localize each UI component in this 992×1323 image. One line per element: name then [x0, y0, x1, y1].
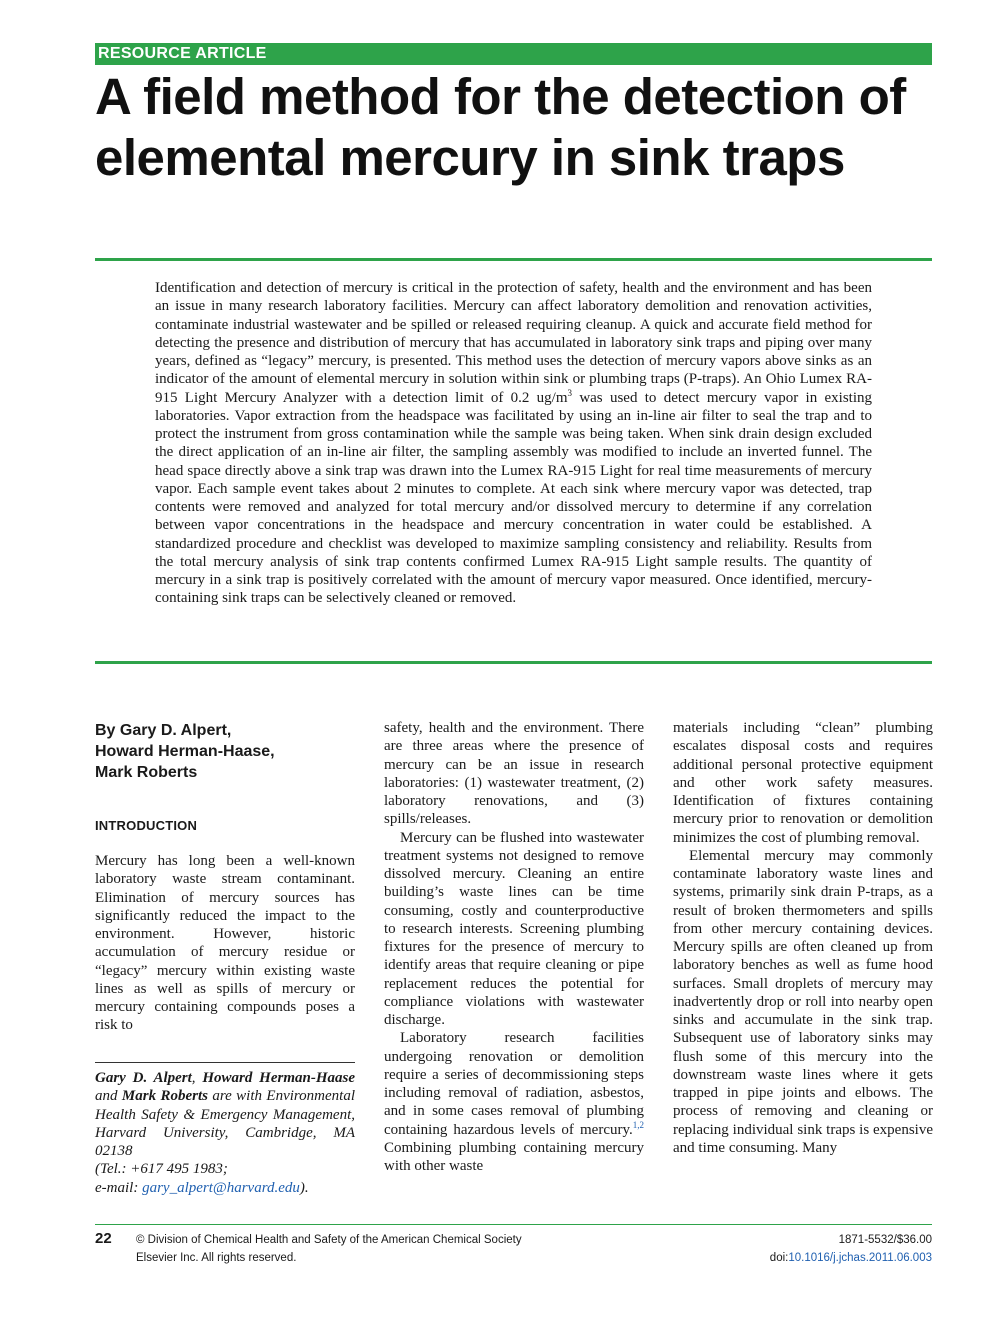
page-number: 22 [95, 1230, 112, 1247]
footnote-separator: and [95, 1088, 122, 1105]
footnote-author-2: Howard Herman-Haase [202, 1070, 355, 1086]
footnote-author-3: Mark Roberts [121, 1088, 208, 1105]
copyright-line-2: Elsevier Inc. All rights reserved. [136, 1252, 297, 1264]
copyright-line-1: © Division of Chemical Health and Safety of the American Chemical Society [136, 1234, 522, 1246]
abstract-bottom-rule [95, 661, 932, 664]
paragraph [384, 1029, 644, 1175]
body-column-2 [384, 719, 644, 1175]
footnote-email-end: ). [299, 1179, 309, 1196]
footnote-affiliation: are with Environmental Health Safety & Emergency Management, Harvard University, Cambridge, MA 02138 [95, 1088, 356, 1159]
footnote-email-label: e-mail: [95, 1179, 143, 1196]
paragraph-text: Combining plumbing containing mercury with other waste [384, 1139, 644, 1174]
paragraph: safety, health and the environment. There are three areas where the presence of mercury can be an issue in research laboratories: (1) wastewater treatment, (2) laboratory renovations, and (3) spills/releases. [384, 720, 644, 828]
abstract-superscript: 3 [567, 387, 573, 398]
abstract [155, 279, 872, 608]
reference-citation-link[interactable]: 1,2 [632, 1119, 644, 1130]
author-line-3: Mark Roberts [95, 764, 198, 781]
abstract-text-part2: was used to detect mercury vapor in existing laboratories. Vapor extraction from the headspace was facilitated by using an in-line air filter to seal the trap and to protect the instrument from gross contamination while the sample was being taken. When sink drain design excluded the direct application of an in-line air filter, the sampling assembly was modified to include an inverted funnel. The head space directly above a sink trap was drawn into the Lumex RA-915 Light for real time measurements of mercury vapor. Each sample event takes about 2 minutes to complete. At each sink where mercury vapor was detected, trap contents were removed and analyzed for total mercury and/or dissolved mercury to determine if any correlation between vapor concentrations in the headspace and mercury concentration in water could be established. A standardized procedure and checklist was developed to maximize sampling consistency and reliability. Results from the total mercury analysis of sink trap contents confirmed Lumex RA-915 Light sample results. The quantity of mercury in a sink trap is positively correlated with the amount of mercury vapor measured. Once identified, mercury-containing sink traps can be selectively cleaned or removed. [155, 389, 873, 607]
doi-link[interactable]: 10.1016/j.jchas.2011.06.003 [788, 1252, 932, 1264]
issn-price: 1871-5532/$36.00 [838, 1234, 932, 1246]
footnote-author-1: Gary D. Alpert [95, 1070, 192, 1086]
footnote-telephone: (Tel.: +617 495 1983; [95, 1161, 228, 1178]
paragraph: Elemental mercury may commonly contaminate laboratory waste lines and systems, primarily sink drain P-traps, as a result of broken thermometers and spills from other mercury containing devices. Mercury spills are often cleaned up from laboratory benches as well as fume hood surfaces. Small droplets of mercury may inadvertently drop or roll into nearby open sinks and accumulate in the sink trap. Subsequent use of laboratory sinks may flush some of this mercury into the downstream waste lines where it gets trapped in pipe joints and elbows. The process of removing and cleaning or replacing individual sink traps is expensive and time consuming. Many [673, 847, 933, 1156]
section-heading-introduction: INTRODUCTION [95, 818, 198, 833]
body-column-3 [673, 719, 933, 1157]
paragraph: Mercury has long been a well-known laboratory waste stream contaminant. Elimination of mercury sources has significantly reduced the impact to the environment. However, historic accumulation of mercury residue or “legacy” mercury within existing waste lines as well as spills of mercury or mercury containing compounds poses a risk to [95, 853, 355, 1034]
paragraph-text: Laboratory research facilities undergoing renovation or demolition require a series of decommissioning steps including removal of radiation, asbestos, and in some cases removal of plumbing containing hazardous levels of mercury. [384, 1030, 644, 1138]
article-title: A field method for the detection of elemental mercury in sink traps [95, 68, 906, 186]
author-byline [95, 720, 355, 783]
abstract-text-part1: Identification and detection of mercury is critical in the protection of safety, health and the environment and has been an issue in many research laboratory facilities. Mercury can affect laboratory demolition and renovation activities, contaminate industrial wastewater and be spilled or released requiring cleanup. A quick and accurate field method for detecting the presence and distribution of mercury that has accumulated in laboratory sink traps and piping over many years, defined as “legacy” mercury, is presented. This method uses the detection of mercury vapors above sinks as an indicator of the amount of elemental mercury in solution within sink or plumbing traps (P-traps). An Ohio Lumex RA-915 Light Mercury Analyzer with a detection limit of 0.2 ug/m [155, 280, 872, 406]
footer-copyright [136, 1231, 522, 1267]
paragraph: materials including “clean” plumbing escalates disposal costs and requires additional personal protective equipment and other work safety measures. Identification of fixtures containing mercury prior to renovation or demolition minimizes the cost of plumbing removal. [673, 720, 933, 846]
section-label: RESOURCE ARTICLE [95, 43, 932, 65]
author-affiliation-footnote [95, 1069, 355, 1197]
doi-label: doi: [769, 1252, 789, 1264]
paragraph: Mercury can be flushed into wastewater treatment systems not designed to remove dissolved mercury. Cleaning an entire building’s waste lines can be time consuming, costly and counterproductive to research interests. Screening plumbing fixtures for the presence of mercury to identify areas that require cleaning or pipe replacement reduces the potential for compliance violations with wastewater discharge. [384, 829, 644, 1028]
abstract-top-rule [95, 258, 932, 261]
footer-identifiers [770, 1231, 932, 1267]
author-line-2: Howard Herman-Haase, [95, 743, 275, 760]
footnote-separator: , [191, 1070, 203, 1086]
author-email-link[interactable]: gary_alpert@harvard.edu [142, 1179, 300, 1196]
footer-rule [95, 1224, 932, 1225]
author-line-1: By Gary D. Alpert, [95, 722, 232, 739]
footnote-divider [95, 1062, 355, 1063]
doi-line [770, 1249, 932, 1267]
body-column-1 [95, 852, 355, 1035]
